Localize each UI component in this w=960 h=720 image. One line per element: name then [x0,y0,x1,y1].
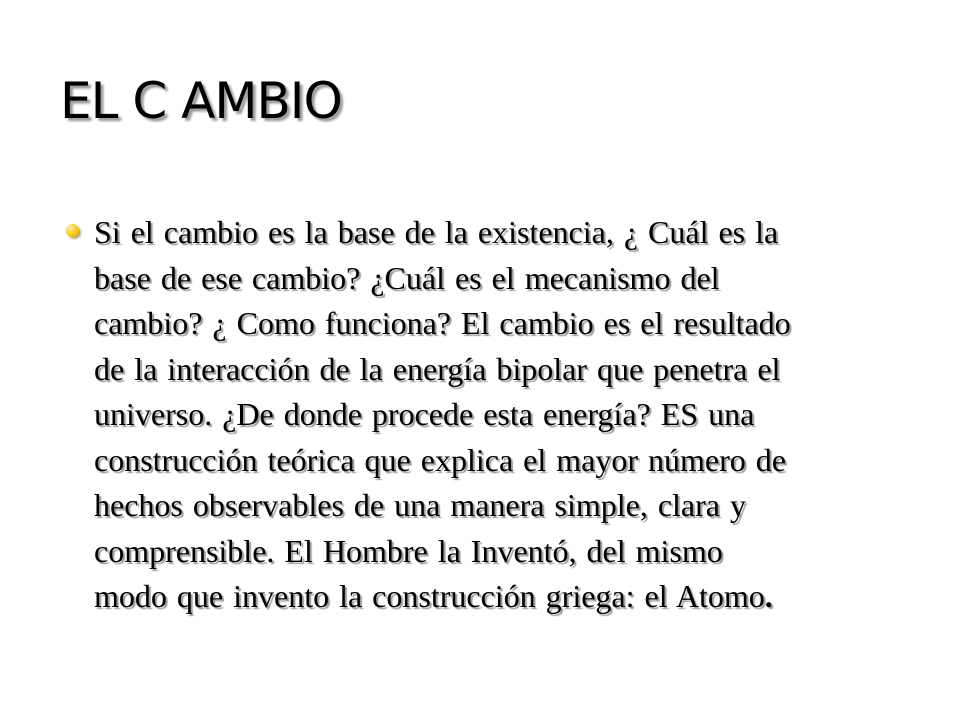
bullet-line: universo. ¿De donde procede esta energía? ES una [94,396,755,432]
bullet-line: base de ese cambio? ¿Cuál es el mecanismo del [94,259,720,296]
bullet-line: modo que invento la construcción griega: el Atomo [94,578,765,614]
bullet-line: Si el cambio es la base de la existencia, ¿ Cuál es la [94,214,779,250]
bullet-last-line [94,574,892,620]
bullet-text [94,210,892,620]
bullet-line: comprensible. El Hombre la Inventó, del mismo [94,532,723,569]
slide-title: EL C AMBIO [60,72,342,130]
bullet-line: construcción teórica que explica el mayor número de [94,441,786,478]
bullet-item [62,210,892,620]
bullet-ending-period: . [764,578,773,614]
bullet-line: de la interacción de la energía bipolar que penetra el [94,350,781,387]
bullet-list [62,210,892,620]
bullet-line: cambio? ¿ Como funciona? El cambio es el resultado [94,305,791,341]
bullet-dot-icon [66,224,79,237]
bullet-line: hechos observables de una manera simple, clara y [94,487,746,523]
